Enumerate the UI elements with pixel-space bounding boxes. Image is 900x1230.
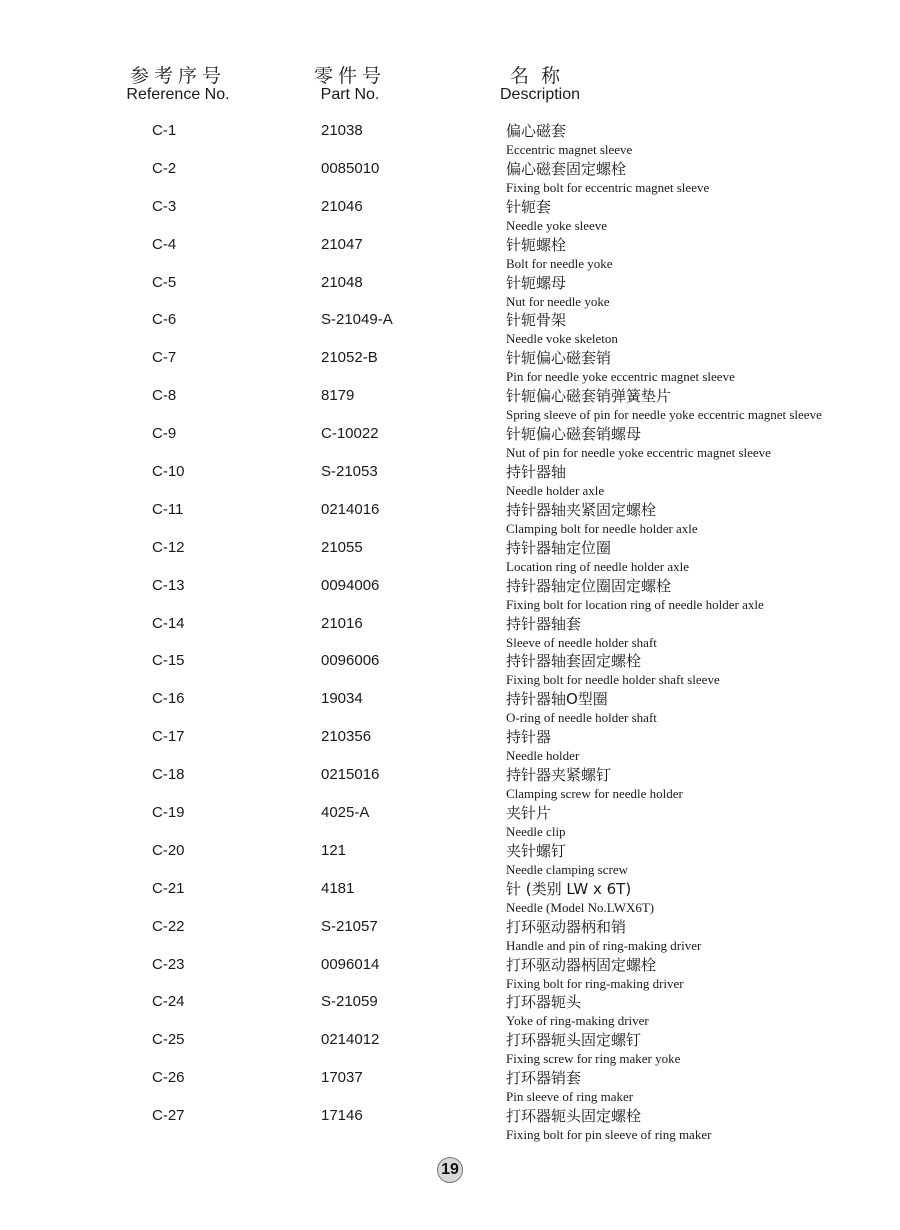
description: [506, 842, 826, 878]
parts-row: [0, 1069, 900, 1107]
part-no: 0085010: [321, 159, 380, 177]
description-en: Pin sleeve of ring maker: [506, 1089, 634, 1105]
reference-no: C-18: [152, 766, 185, 784]
parts-row: [0, 652, 900, 690]
description: [506, 1031, 826, 1067]
part-no: 0214016: [321, 500, 380, 518]
header-description: [500, 66, 590, 104]
header-part-no: [300, 66, 400, 104]
description-zh: 打环器销套: [506, 1069, 582, 1088]
description-en: Handle and pin of ring-making driver: [506, 937, 702, 953]
description-zh: 持针器轴套固定螺栓: [506, 652, 642, 671]
part-no: S-21049-A: [321, 311, 393, 329]
description: [506, 311, 826, 347]
description-en: Bolt for needle yoke: [506, 255, 613, 271]
parts-row: [0, 804, 900, 842]
part-no: S-21057: [321, 917, 378, 935]
reference-no: C-17: [152, 728, 185, 746]
description-en: Pin for needle yoke eccentric magnet sleeve: [506, 369, 735, 385]
description-en: Needle (Model No.LWX6T): [506, 899, 655, 915]
description: [506, 274, 826, 310]
part-no: 21016: [321, 614, 363, 632]
description-en: Eccentric magnet sleeve: [506, 142, 633, 157]
description: [506, 993, 826, 1029]
description: [506, 652, 826, 688]
reference-no: C-13: [152, 576, 185, 594]
description-zh: 持针器轴定位圈: [506, 538, 612, 557]
reference-no: C-14: [152, 614, 185, 632]
description-zh: 持针器轴定位圈固定螺栓: [506, 576, 672, 595]
reference-no: C-19: [152, 804, 185, 822]
description-en: Needle clip: [506, 824, 566, 840]
description-en: O-ring of needle holder shaft: [506, 710, 657, 726]
description-zh: 打环驱动器柄固定螺栓: [506, 955, 657, 974]
parts-row: [0, 236, 900, 274]
part-no: 19034: [321, 690, 363, 708]
reference-no: C-2: [152, 159, 177, 177]
description: [506, 956, 826, 992]
description: [506, 349, 826, 385]
reference-no: C-10: [152, 463, 185, 481]
reference-no: C-24: [152, 993, 185, 1011]
part-no: 21048: [321, 273, 363, 291]
description-zh: 打环器轭头固定螺钉: [506, 1031, 642, 1050]
description-en: Fixing screw for ring maker yoke: [506, 1051, 681, 1067]
description-en: Yoke of ring-making driver: [506, 1013, 649, 1029]
parts-row: [0, 918, 900, 956]
parts-row: [0, 349, 900, 387]
reference-no: C-25: [152, 1031, 185, 1049]
part-no: 8179: [321, 387, 355, 405]
reference-no: C-27: [152, 1107, 185, 1125]
header-reference-zh: 参考序号: [129, 65, 226, 87]
description-zh: 夹针片: [506, 804, 552, 823]
reference-no: C-23: [152, 955, 185, 973]
description-en: Fixing bolt for ring-making driver: [506, 975, 684, 991]
description-en: Clamping bolt for needle holder axle: [506, 520, 698, 536]
description-en: Needle yoke sleeve: [506, 217, 608, 233]
header-description-en: Description: [500, 86, 581, 103]
part-no: 21052-B: [321, 349, 378, 367]
header-reference-no: [120, 66, 236, 104]
parts-row: [0, 501, 900, 539]
parts-row: [0, 842, 900, 880]
description-en: Spring sleeve of pin for needle yoke eccentric magnet sleeve: [506, 407, 822, 423]
description-zh: 持针器轴: [506, 463, 567, 482]
parts-row: [0, 880, 900, 918]
description: [506, 425, 826, 461]
description-zh: 偏心磁套固定螺栓: [506, 159, 627, 178]
description-en: Needle holder axle: [506, 483, 605, 499]
reference-no: C-4: [152, 235, 177, 253]
reference-no: C-5: [152, 273, 177, 291]
reference-no: C-16: [152, 690, 185, 708]
description: [506, 880, 826, 916]
description: [506, 501, 826, 537]
description-en: Fixing bolt for needle holder shaft sleeve: [506, 672, 720, 688]
description: [506, 387, 826, 423]
reference-no: C-21: [152, 879, 185, 897]
reference-no: C-9: [152, 425, 177, 443]
description: [506, 728, 826, 764]
description-en: Fixing bolt for location ring of needle holder axle: [506, 596, 764, 612]
part-no: C-10022: [321, 425, 379, 443]
header-part-zh: 零件号: [313, 65, 386, 87]
description: [506, 918, 826, 954]
parts-row: [0, 122, 900, 160]
reference-no: C-8: [152, 387, 177, 405]
description: [506, 1069, 826, 1105]
description-zh: 针轭偏心磁套销螺母: [506, 425, 642, 444]
part-no: 0215016: [321, 766, 380, 784]
reference-no: C-15: [152, 652, 185, 670]
description: [506, 463, 826, 499]
page-number: 19: [437, 1157, 463, 1183]
description-en: Nut of pin for needle yoke eccentric magnet sleeve: [506, 445, 771, 461]
description: [506, 539, 826, 575]
description-zh: 针轭偏心磁套销弹簧垫片: [506, 387, 672, 406]
description: [506, 577, 826, 613]
description-zh: 针轭骨架: [506, 311, 567, 330]
part-no: 210356: [321, 728, 372, 746]
description-zh: 持针器: [506, 728, 552, 747]
part-no: 17146: [321, 1107, 363, 1125]
reference-no: C-1: [152, 122, 177, 139]
description-zh: 针轭螺母: [506, 273, 567, 292]
part-no: S-21053: [321, 463, 378, 481]
parts-row: [0, 160, 900, 198]
description-zh: 持针器轴套: [506, 614, 582, 633]
parts-row: [0, 690, 900, 728]
description: [506, 122, 826, 158]
reference-no: C-26: [152, 1069, 185, 1087]
parts-row: [0, 311, 900, 349]
description-zh: 打环器轭头固定螺栓: [506, 1107, 642, 1126]
description: [506, 690, 826, 726]
header-part-en: Part No.: [320, 86, 380, 103]
parts-row: [0, 274, 900, 312]
part-no: S-21059: [321, 993, 378, 1011]
description-en: Fixing bolt for eccentric magnet sleeve: [506, 179, 710, 195]
parts-row: [0, 425, 900, 463]
part-no: 21047: [321, 235, 363, 253]
parts-row: [0, 993, 900, 1031]
part-no: 4181: [321, 879, 355, 897]
part-no: 21046: [321, 197, 363, 215]
description-en: Needle voke skeleton: [506, 331, 618, 347]
part-no: 0096006: [321, 652, 380, 670]
reference-no: C-3: [152, 197, 177, 215]
part-no: 0096014: [321, 955, 380, 973]
part-no: 17037: [321, 1069, 363, 1087]
description-en: Needle holder: [506, 748, 580, 764]
description: [506, 766, 826, 802]
part-no: 0214012: [321, 1031, 380, 1049]
description-en: Location ring of needle holder axle: [506, 558, 690, 574]
description-zh: 持针器轴O型圈: [506, 690, 608, 709]
description-en: Fixing bolt for pin sleeve of ring maker: [506, 1127, 712, 1143]
parts-row: [0, 387, 900, 425]
description-zh: 持针器夹紧螺钉: [506, 766, 612, 785]
description-en: Nut for needle yoke: [506, 293, 610, 309]
description-en: Clamping screw for needle holder: [506, 786, 683, 802]
description: [506, 804, 826, 840]
header-reference-en: Reference No.: [126, 86, 230, 103]
part-no: 21055: [321, 538, 363, 556]
parts-list: [0, 122, 900, 1145]
parts-row: [0, 615, 900, 653]
parts-row: [0, 463, 900, 501]
description-zh: 打环器轭头: [506, 993, 582, 1012]
parts-row: [0, 728, 900, 766]
reference-no: C-22: [152, 917, 185, 935]
parts-row: [0, 198, 900, 236]
part-no: 0094006: [321, 576, 380, 594]
parts-row: [0, 539, 900, 577]
parts-row: [0, 577, 900, 615]
description-zh: 针轭套: [506, 197, 552, 216]
reference-no: C-6: [152, 311, 177, 329]
part-no: 4025-A: [321, 804, 370, 822]
parts-row: [0, 1107, 900, 1145]
header-description-zh: 名称: [510, 65, 573, 87]
description: [506, 236, 826, 272]
reference-no: C-12: [152, 538, 185, 556]
reference-no: C-7: [152, 349, 177, 367]
description-zh: 针轭偏心磁套销: [506, 349, 612, 368]
parts-row: [0, 956, 900, 994]
reference-no: C-11: [152, 500, 184, 518]
description: [506, 615, 826, 651]
parts-row: [0, 766, 900, 804]
description: [506, 1107, 826, 1143]
description-zh: 打环驱动器柄和销: [506, 917, 627, 936]
description-en: Needle clamping screw: [506, 861, 629, 877]
part-no: 121: [321, 841, 347, 859]
description-en: Sleeve of needle holder shaft: [506, 634, 657, 650]
description-zh: 持针器轴夹紧固定螺栓: [506, 500, 657, 519]
part-no: 21038: [321, 122, 363, 139]
description-zh: 针 (类别 LW x 6T): [506, 879, 632, 898]
reference-no: C-20: [152, 841, 185, 859]
description-zh: 针轭螺栓: [506, 235, 567, 254]
description-zh: 偏心磁套: [506, 122, 567, 140]
description-zh: 夹针螺钉: [506, 841, 567, 860]
description: [506, 198, 826, 234]
description: [506, 160, 826, 196]
parts-row: [0, 1031, 900, 1069]
